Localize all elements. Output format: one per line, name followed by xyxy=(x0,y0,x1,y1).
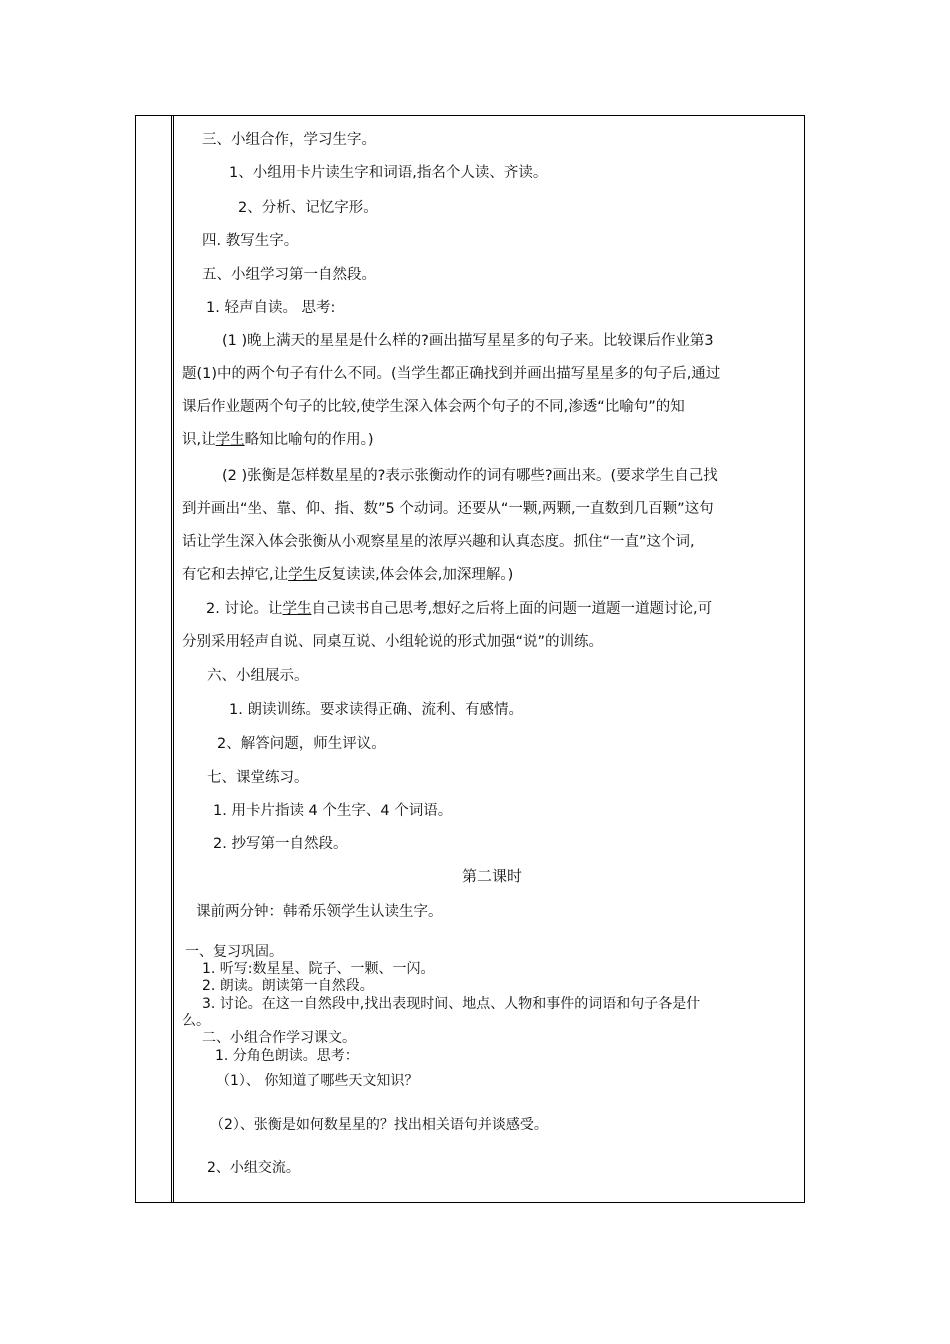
text-line: 七、课堂练习。 xyxy=(207,770,309,786)
text-line: 2、分析、记忆字形。 xyxy=(238,200,378,216)
text-line: 五、小组学习第一自然段。 xyxy=(202,267,376,283)
text-line: 2. 抄写第一自然段。 xyxy=(213,836,348,852)
text-line: 识,让学生略知比喻句的作用。) xyxy=(182,432,374,448)
text-line: 话让学生深入体会张衡从小观察星星的浓厚兴趣和认真态度。抓住“一直”这个词, xyxy=(182,534,695,550)
text-line: 题(1)中的两个句子有什么不同。(当学生都正确找到并画出描写星星多的句子后,通过 xyxy=(182,366,721,382)
text-line: 二、小组合作学习课文。 xyxy=(202,1030,356,1046)
text-line: 1. 用卡片指读 4 个生字、4 个词语。 xyxy=(213,803,453,819)
text-line: 六、小组展示。 xyxy=(207,668,309,684)
text-line: 一、复习巩固。 xyxy=(185,944,283,960)
text-line: （1）、 你知道了哪些天文知识？ xyxy=(216,1073,419,1089)
text-line: （2）、张衡是如何数星星的？找出相关语句并谈感受。 xyxy=(210,1117,548,1133)
text-line: 2. 讨论。让学生自己读书自己思考,想好之后将上面的问题一道题一道题讨论,可 xyxy=(206,601,713,617)
text-line: (2 )张衡是怎样数星星的?表示张衡动作的词有哪些?画出来。(要求学生自己找 xyxy=(222,468,718,484)
underlined-word: 学生 xyxy=(282,601,312,617)
underlined-word: 学生 xyxy=(288,567,318,583)
text-line: (1 )晚上满天的星星是什么样的?画出描写星星多的句子来。比较课后作业第3 xyxy=(222,333,714,349)
text-line: 课前两分钟：韩希乐领学生认读生字。 xyxy=(196,904,443,920)
text-line: 2、小组交流。 xyxy=(207,1160,300,1176)
text-line: 1. 轻声自读。 思考: xyxy=(206,300,336,316)
column-divider xyxy=(171,116,172,1202)
text-line: 课后作业题两个句子的比较,使学生深入体会两个句子的不同,渗透“比喻句”的知 xyxy=(182,399,685,415)
text-line: 1. 分角色朗读。思考： xyxy=(215,1048,359,1064)
text-line: 有它和去掉它,让学生反复读读,体会体会,加深理解。) xyxy=(182,567,514,583)
text-line: 3. 讨论。在这一自然段中,找出表现时间、地点、人物和事件的词语和句子各是什 xyxy=(202,996,701,1012)
underlined-word: 学生 xyxy=(215,432,245,448)
text-line: 2. 朗读。朗读第一自然段。 xyxy=(202,978,374,994)
column-divider xyxy=(173,116,174,1202)
text-line: 么。 xyxy=(182,1013,210,1029)
text-line: 1. 听写:数星星、院子、一颗、一闪。 xyxy=(202,961,435,977)
text-line: 到并画出“坐、靠、仰、指、数”5 个动词。还要从“一颗,两颗,一直数到几百颗”这句 xyxy=(182,501,714,517)
text-line: 四. 教写生字。 xyxy=(202,233,299,249)
section-heading: 第二课时 xyxy=(461,867,522,885)
text-line: 1、小组用卡片读生字和词语,指名个人读、齐读。 xyxy=(229,165,548,181)
text-line: 三、小组合作，学习生字。 xyxy=(202,132,376,148)
text-line: 1. 朗读训练。要求读得正确、流利、有感情。 xyxy=(229,702,523,718)
text-line: 分别采用轻声自说、同桌互说、小组轮说的形式加强“说”的训练。 xyxy=(182,634,604,650)
text-line: 2、解答问题，师生评议。 xyxy=(217,736,386,752)
